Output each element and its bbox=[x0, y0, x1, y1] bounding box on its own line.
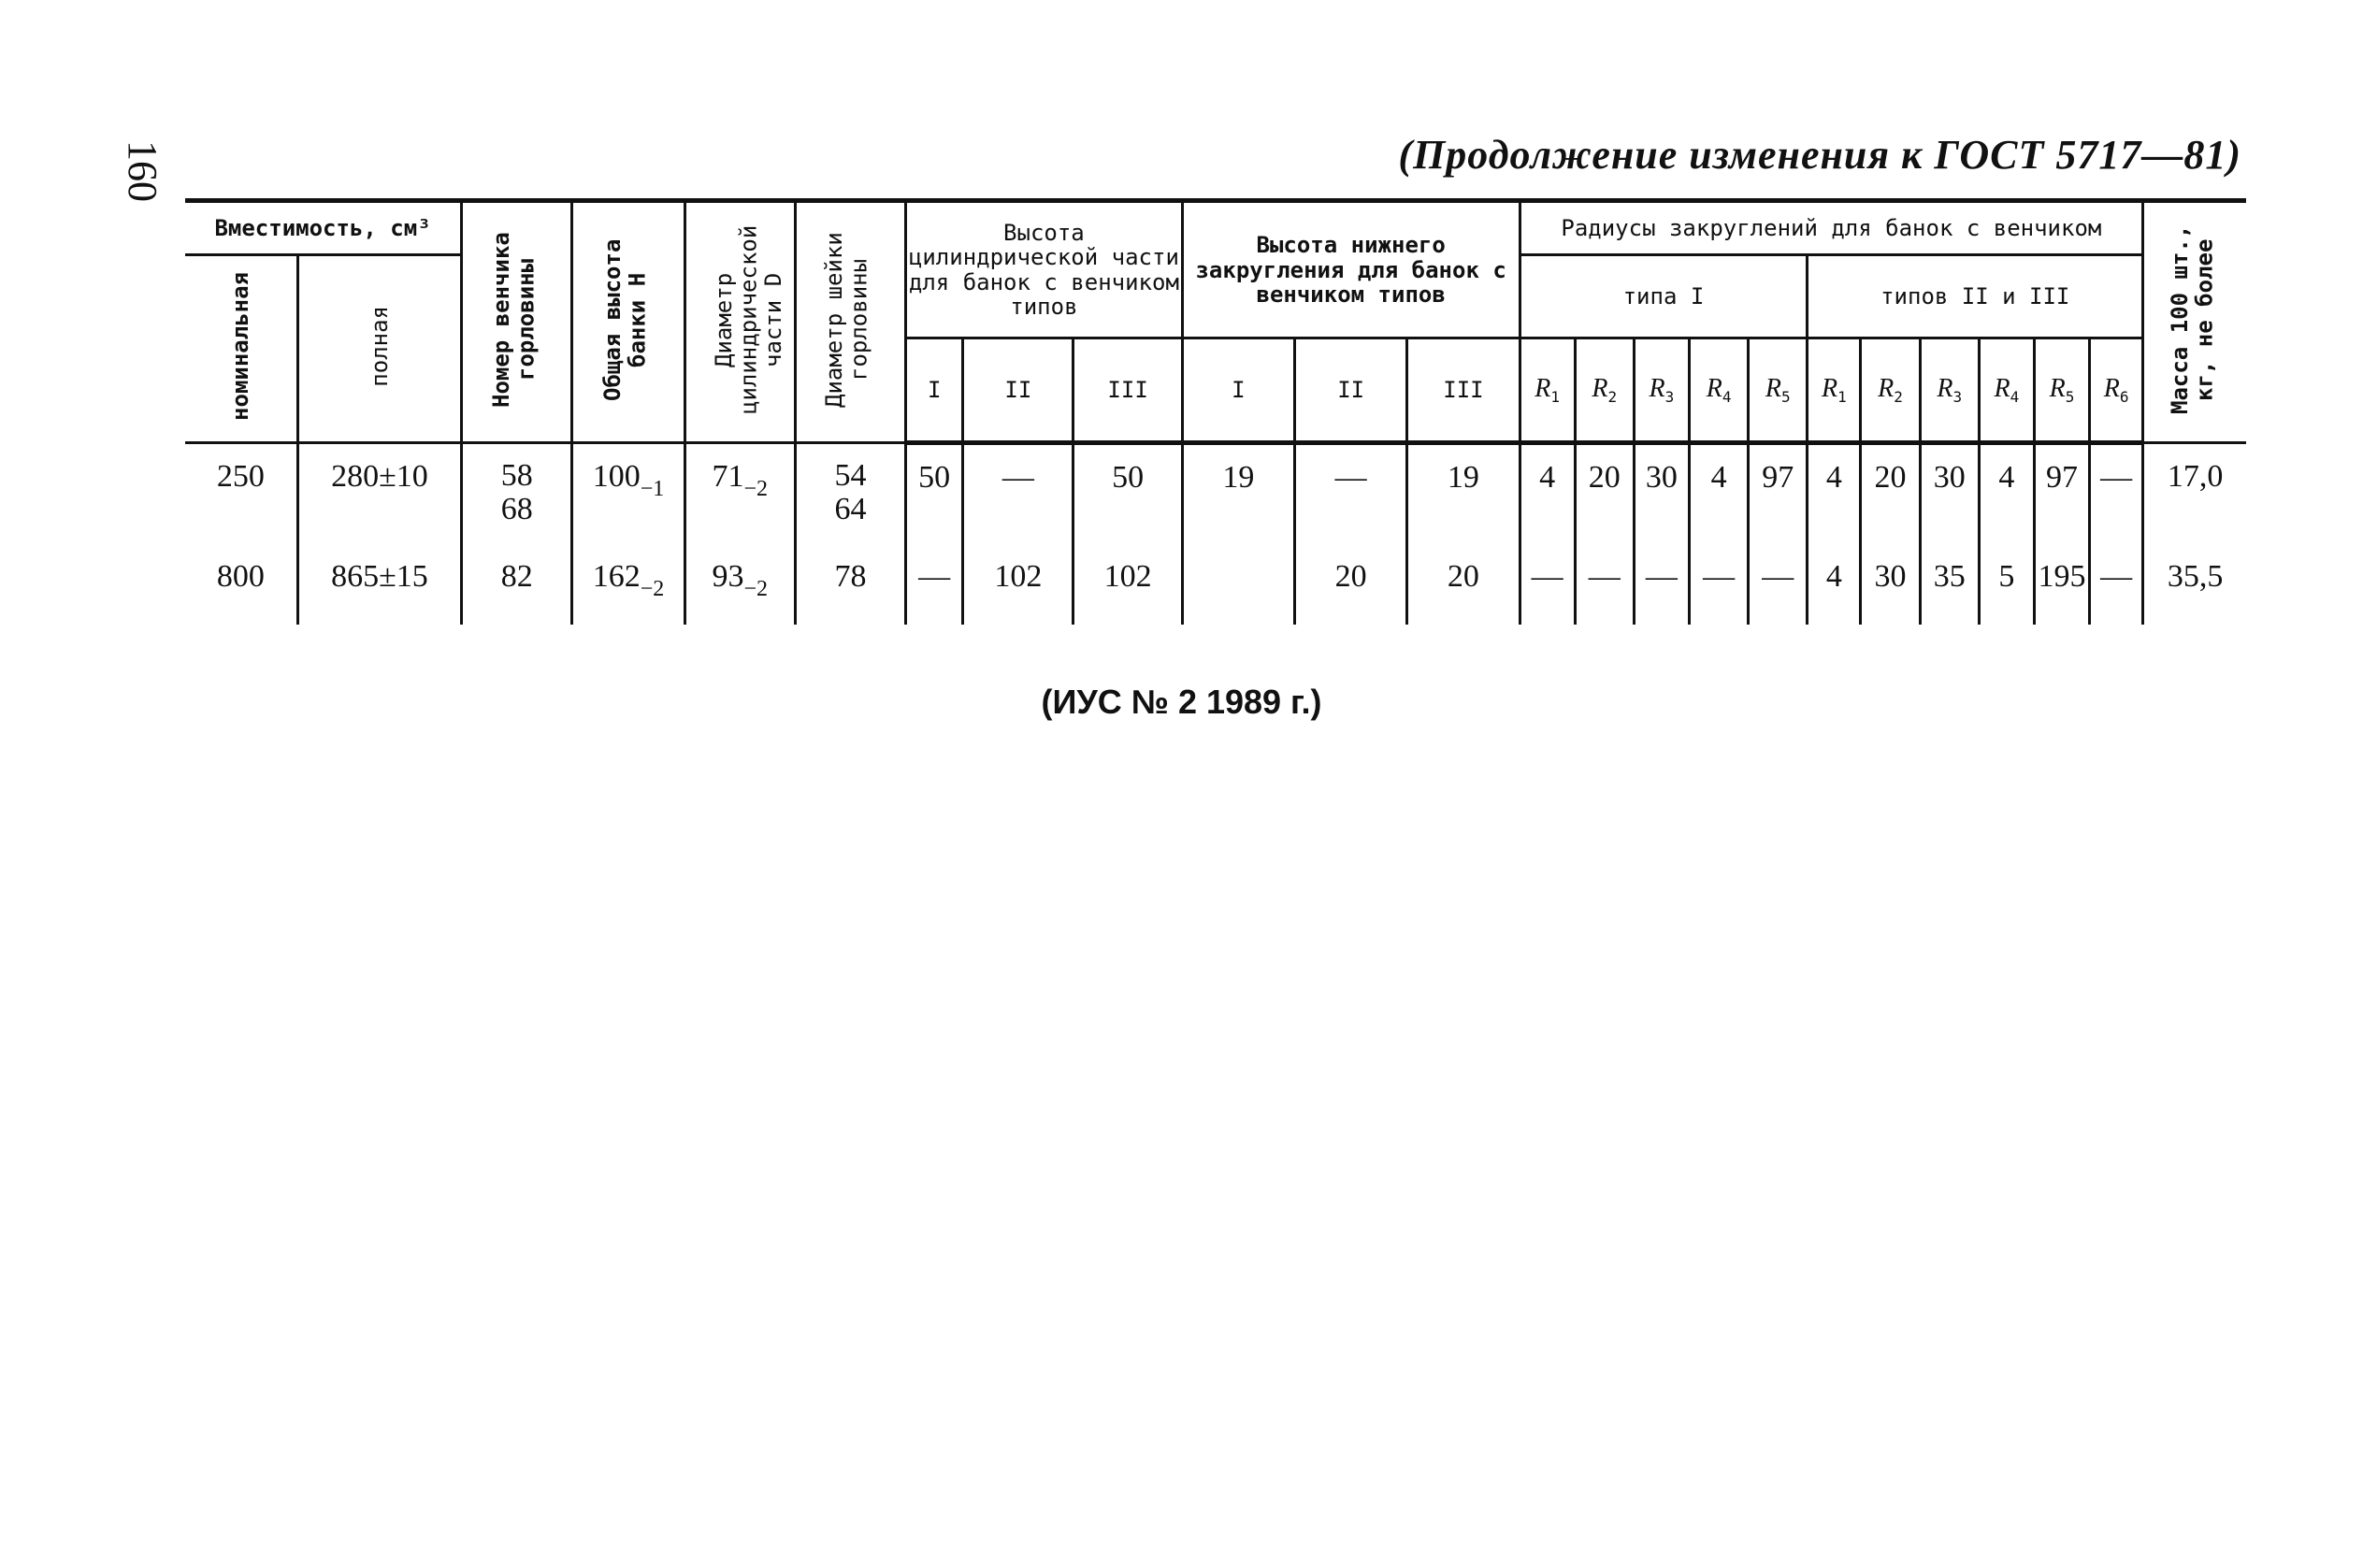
cell-neck: 54 64 bbox=[795, 443, 905, 551]
r4-type1: $R_4$ bbox=[1689, 338, 1748, 443]
bottom-type-1: I bbox=[1182, 338, 1294, 443]
cell-bottom-3: 19 bbox=[1407, 443, 1520, 551]
cell-r3-type1: — bbox=[1634, 550, 1689, 625]
mass-header: Масса 100 шт., кг, не более bbox=[2143, 201, 2246, 443]
neck-diameter-header: Диаметр шейки горловины bbox=[795, 201, 905, 443]
cell-r1-type1: 4 bbox=[1520, 443, 1575, 551]
r4-type23: $R_4$ bbox=[1979, 338, 2034, 443]
cell-r4-type23: 5 bbox=[1979, 550, 2034, 625]
cell-r4-type23: 4 bbox=[1979, 443, 2034, 551]
cell-bottom-2: — bbox=[1295, 443, 1407, 551]
cell-r3-type1: 30 bbox=[1634, 443, 1689, 551]
cell-bottom-2: 20 bbox=[1295, 550, 1407, 625]
cell-r2-type23: 30 bbox=[1861, 550, 1920, 625]
cell-cyl-1: 50 bbox=[906, 443, 963, 551]
cell-rim: 82 bbox=[462, 550, 572, 625]
cell-mass: 17,0 bbox=[2143, 443, 2246, 551]
bottom-height-group-header: Высота нижнего закругления для банок с венчиком типов bbox=[1182, 201, 1520, 338]
r5-type23: $R_5$ bbox=[2034, 338, 2089, 443]
cell-bottom-3: 20 bbox=[1407, 550, 1520, 625]
cell-nominal: 800 bbox=[185, 550, 297, 625]
cell-r2-type23: 20 bbox=[1861, 443, 1920, 551]
cell-r1-type23: 4 bbox=[1808, 443, 1861, 551]
cyl-height-group-header: Высота цилиндрической части для банок с венчиком типов bbox=[906, 201, 1183, 338]
cell-bottom-1: 19 bbox=[1182, 443, 1294, 551]
cell-cyl-3: 102 bbox=[1073, 550, 1182, 625]
cyl-type-1: I bbox=[906, 338, 963, 443]
cell-r5-type23: 195 bbox=[2034, 550, 2089, 625]
footer-note: (ИУС № 2 1989 г.) bbox=[1041, 683, 1322, 721]
cell-neck: 78 bbox=[795, 550, 905, 625]
cell-r3-type23: 30 bbox=[1920, 443, 1979, 551]
cell-r5-type1: — bbox=[1749, 550, 1808, 625]
cell-cyl-1: — bbox=[906, 550, 963, 625]
cell-bottom-1 bbox=[1182, 550, 1294, 625]
capacity-nominal-header: номинальная bbox=[185, 255, 297, 443]
cyl-diameter-header: Диаметр цилиндрической части D bbox=[684, 201, 795, 443]
cell-r6-type23: — bbox=[2090, 550, 2143, 625]
running-header: (Продолжение изменения к ГОСТ 5717—81) bbox=[1398, 132, 2241, 178]
cell-cyl-3: 50 bbox=[1073, 443, 1182, 551]
table-row bbox=[185, 443, 2246, 551]
gost-dimensions-table bbox=[185, 198, 2246, 625]
r2-type23: $R_2$ bbox=[1861, 338, 1920, 443]
r2-type1: $R_2$ bbox=[1575, 338, 1634, 443]
cell-diameter: $71_{-2}$ bbox=[684, 443, 795, 551]
table-row bbox=[185, 550, 2246, 625]
r1-type23: $R_1$ bbox=[1808, 338, 1861, 443]
total-height-header: Общая высота банки H bbox=[572, 201, 684, 443]
cell-r4-type1: — bbox=[1689, 550, 1748, 625]
page-number: 160 bbox=[120, 140, 166, 202]
cell-nominal: 250 bbox=[185, 443, 297, 551]
cell-r3-type23: 35 bbox=[1920, 550, 1979, 625]
radii-type23-header: типов II и III bbox=[1808, 255, 2143, 338]
cell-r1-type1: — bbox=[1520, 550, 1575, 625]
cell-r6-type23: — bbox=[2090, 443, 2143, 551]
cyl-type-2: II bbox=[963, 338, 1073, 443]
cell-rim: 58 68 bbox=[462, 443, 572, 551]
cell-r5-type1: 97 bbox=[1749, 443, 1808, 551]
cell-r5-type23: 97 bbox=[2034, 443, 2089, 551]
radii-group-header: Радиусы закруглений для банок с венчиком bbox=[1520, 201, 2143, 255]
cell-full: 280±10 bbox=[297, 443, 461, 551]
r3-type23: $R_3$ bbox=[1920, 338, 1979, 443]
cell-r4-type1: 4 bbox=[1689, 443, 1748, 551]
rim-number-header: Номер венчика горловины bbox=[462, 201, 572, 443]
cell-cyl-2: 102 bbox=[963, 550, 1073, 625]
radii-type1-header: типа I bbox=[1520, 255, 1808, 338]
cell-r1-type23: 4 bbox=[1808, 550, 1861, 625]
capacity-full-header: полная bbox=[297, 255, 461, 443]
capacity-group-header: Вместимость, см³ bbox=[185, 201, 462, 255]
r3-type1: $R_3$ bbox=[1634, 338, 1689, 443]
cell-height: $162_{-2}$ bbox=[572, 550, 684, 625]
cell-r2-type1: 20 bbox=[1575, 443, 1634, 551]
cell-full: 865±15 bbox=[297, 550, 461, 625]
cell-r2-type1: — bbox=[1575, 550, 1634, 625]
cyl-type-3: III bbox=[1073, 338, 1182, 443]
r1-type1: $R_1$ bbox=[1520, 338, 1575, 443]
cell-mass: 35,5 bbox=[2143, 550, 2246, 625]
bottom-type-2: II bbox=[1295, 338, 1407, 443]
cell-height: $100_{-1}$ bbox=[572, 443, 684, 551]
r5-type1: $R_5$ bbox=[1749, 338, 1808, 443]
cell-diameter: $93_{-2}$ bbox=[684, 550, 795, 625]
cell-cyl-2: — bbox=[963, 443, 1073, 551]
bottom-type-3: III bbox=[1407, 338, 1520, 443]
r6-type23: $R_6$ bbox=[2090, 338, 2143, 443]
